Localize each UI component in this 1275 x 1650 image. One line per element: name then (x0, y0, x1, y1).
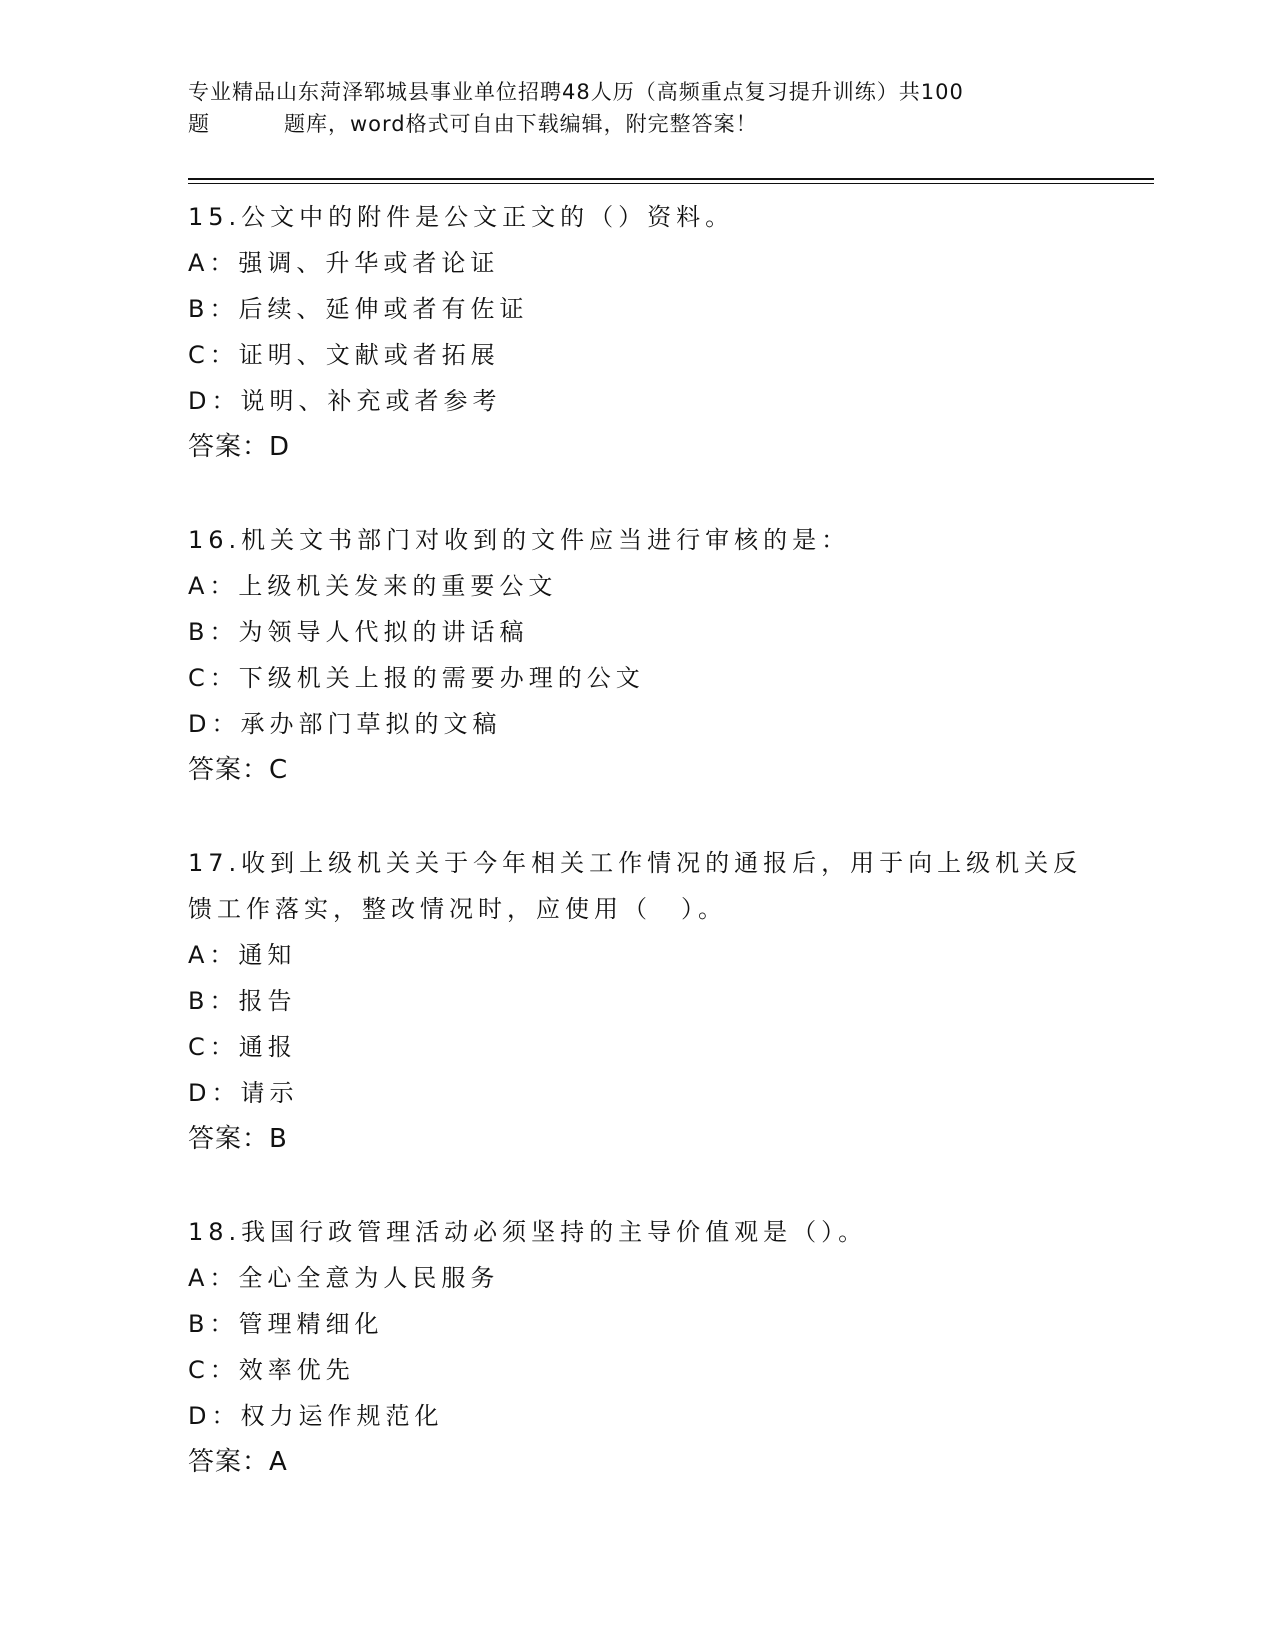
option-d: D：承办部门草拟的文稿 (188, 710, 502, 738)
option-d: D：说明、补充或者参考 (188, 387, 502, 415)
option-a: A：上级机关发来的重要公文 (188, 572, 558, 600)
header-rule-thick (188, 178, 1154, 180)
header-line-2-start: 题 (188, 112, 210, 136)
question-18 (188, 1209, 1088, 1485)
option-c: C：下级机关上报的需要办理的公文 (188, 664, 645, 692)
option-b: B：报告 (188, 987, 297, 1015)
answer: 答案：A (188, 1447, 288, 1477)
question-stem: 15.公文中的附件是公文正文的（）资料。 (188, 203, 735, 231)
question-stem: 17.收到上级机关关于今年相关工作情况的通报后，用于向上级机关反 (188, 849, 1083, 877)
option-b: B：为领导人代拟的讲话稿 (188, 618, 529, 646)
question-16 (188, 517, 1088, 793)
option-a: A：全心全意为人民服务 (188, 1264, 500, 1292)
option-c: C：通报 (188, 1033, 297, 1061)
option-a: A：通知 (188, 941, 297, 969)
header-line-2 (188, 108, 1088, 140)
document-header (188, 76, 1088, 140)
header-rule-thin (188, 183, 1154, 184)
option-d: D：请示 (188, 1079, 299, 1107)
answer: 答案：D (188, 432, 291, 462)
option-a: A：强调、升华或者论证 (188, 249, 500, 277)
option-d: D：权力运作规范化 (188, 1402, 444, 1430)
answer: 答案：C (188, 755, 289, 785)
question-stem: 16.机关文书部门对收到的文件应当进行审核的是： (188, 526, 851, 554)
option-c: C：效率优先 (188, 1356, 355, 1384)
question-stem-continued: 馈工作落实，整改情况时，应使用（ ）。 (188, 895, 727, 923)
question-list (188, 194, 1088, 1532)
header-line-1: 专业精品山东菏泽郓城县事业单位招聘48人历（高频重点复习提升训练）共100 (188, 80, 964, 104)
question-15 (188, 194, 1088, 470)
question-stem: 18.我国行政管理活动必须坚持的主导价值观是（）。 (188, 1218, 868, 1246)
answer: 答案：B (188, 1124, 288, 1154)
option-c: C：证明、文献或者拓展 (188, 341, 500, 369)
option-b: B：后续、延伸或者有佐证 (188, 295, 529, 323)
header-line-2-rest: 题库，word格式可自由下载编辑，附完整答案！ (284, 112, 758, 136)
option-b: B：管理精细化 (188, 1310, 384, 1338)
question-17 (188, 840, 1088, 1162)
